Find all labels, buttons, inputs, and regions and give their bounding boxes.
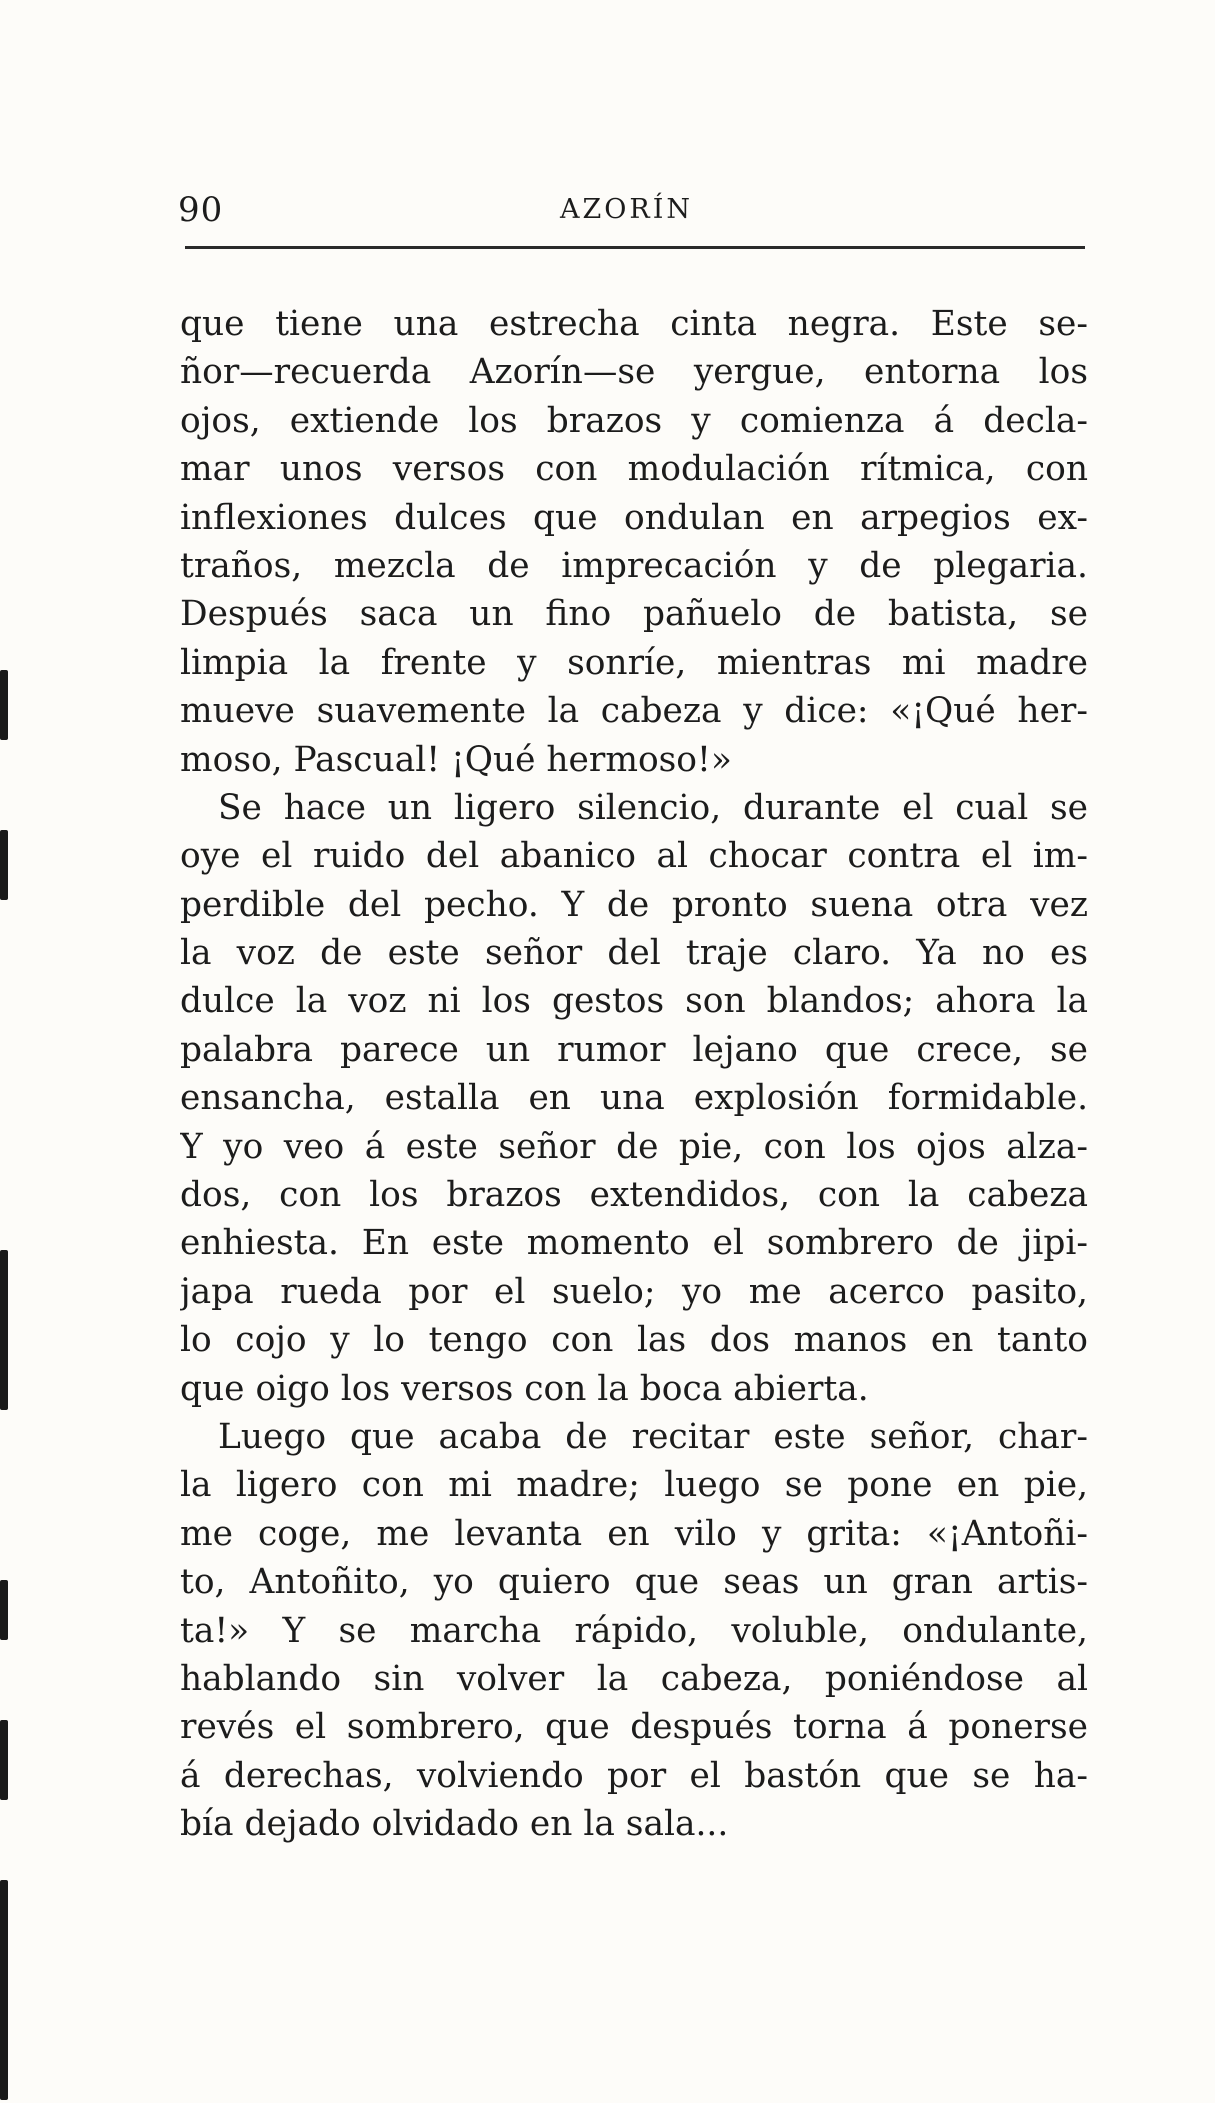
text-line: ensancha, estalla en una explosión formidable. <box>180 1078 1088 1119</box>
text-line: me coge, me levanta en vilo y grita: «¡Antoñi- <box>180 1513 1088 1554</box>
binding-shadow-mark <box>0 830 8 900</box>
text-line: limpia la frente y sonríe, mientras mi madre <box>180 642 1088 683</box>
text-line: Después saca un fino pañuelo de batista, se <box>180 594 1088 635</box>
text-line: Y yo veo á este señor de pie, con los ojos alza- <box>180 1126 1088 1167</box>
paragraph-first-line: Luego que acaba de recitar este señor, char- <box>218 1416 1088 1457</box>
page-number: 90 <box>178 190 224 230</box>
text-line: traños, mezcla de imprecación y de plegaria. <box>180 545 1088 586</box>
text-line: que oigo los versos con la boca abierta. <box>180 1368 869 1409</box>
header-rule <box>185 246 1085 249</box>
text-line: to, Antoñito, yo quiero que seas un gran artis- <box>180 1562 1088 1603</box>
binding-shadow-mark <box>0 1720 8 1800</box>
text-line: oye el ruido del abanico al chocar contra el im- <box>180 836 1088 877</box>
page-header <box>178 190 1090 240</box>
binding-shadow-mark <box>0 1580 8 1640</box>
text-line: revés el sombrero, que después torna á ponerse <box>180 1707 1088 1748</box>
text-line: que tiene una estrecha cinta negra. Este se- <box>180 304 1088 344</box>
text-line: dulce la voz ni los gestos son blandos; ahora la <box>180 981 1088 1022</box>
text-line: la voz de este señor del traje claro. Ya no es <box>180 933 1088 974</box>
running-head: AZORÍN <box>560 194 694 225</box>
text-line: hablando sin volver la cabeza, poniéndose al <box>180 1658 1088 1699</box>
text-line: palabra parece un rumor lejano que crece, se <box>180 1029 1088 1070</box>
text-line: bía dejado olvidado en la sala... <box>180 1804 729 1845</box>
binding-shadow-mark <box>0 1880 8 2100</box>
text-line: mueve suavemente la cabeza y dice: «¡Qué her- <box>180 691 1088 732</box>
text-line: ta!» Y se marcha rápido, voluble, ondulante, <box>180 1610 1088 1651</box>
binding-shadow-mark <box>0 1250 8 1410</box>
body-text <box>180 300 1088 1849</box>
text-line: japa rueda por el suelo; yo me acerco pasito, <box>180 1271 1088 1312</box>
text-line: enhiesta. En este momento el sombrero de jipi- <box>180 1223 1088 1264</box>
text-line: perdible del pecho. Y de pronto suena otra vez <box>180 884 1088 925</box>
text-line: á derechas, volviendo por el bastón que se ha- <box>180 1755 1088 1796</box>
text-line: dos, con los brazos extendidos, con la cabeza <box>180 1175 1088 1216</box>
paragraph-first-line: Se hace un ligero silencio, durante el cual se <box>218 787 1088 828</box>
text-line: inflexiones dulces que ondulan en arpegios ex- <box>180 497 1088 538</box>
text-line: mar unos versos con modulación rítmica, con <box>180 449 1088 490</box>
text-line: ñor—recuerda Azorín—se yergue, entorna los <box>180 352 1088 393</box>
text-line: lo cojo y lo tengo con las dos manos en tanto <box>180 1320 1088 1361</box>
text-line: ojos, extiende los brazos y comienza á decla- <box>180 400 1088 441</box>
text-line: moso, Pascual! ¡Qué hermoso!» <box>180 739 732 780</box>
text-line: la ligero con mi madre; luego se pone en pie, <box>180 1465 1088 1506</box>
binding-shadow-mark <box>0 670 8 740</box>
